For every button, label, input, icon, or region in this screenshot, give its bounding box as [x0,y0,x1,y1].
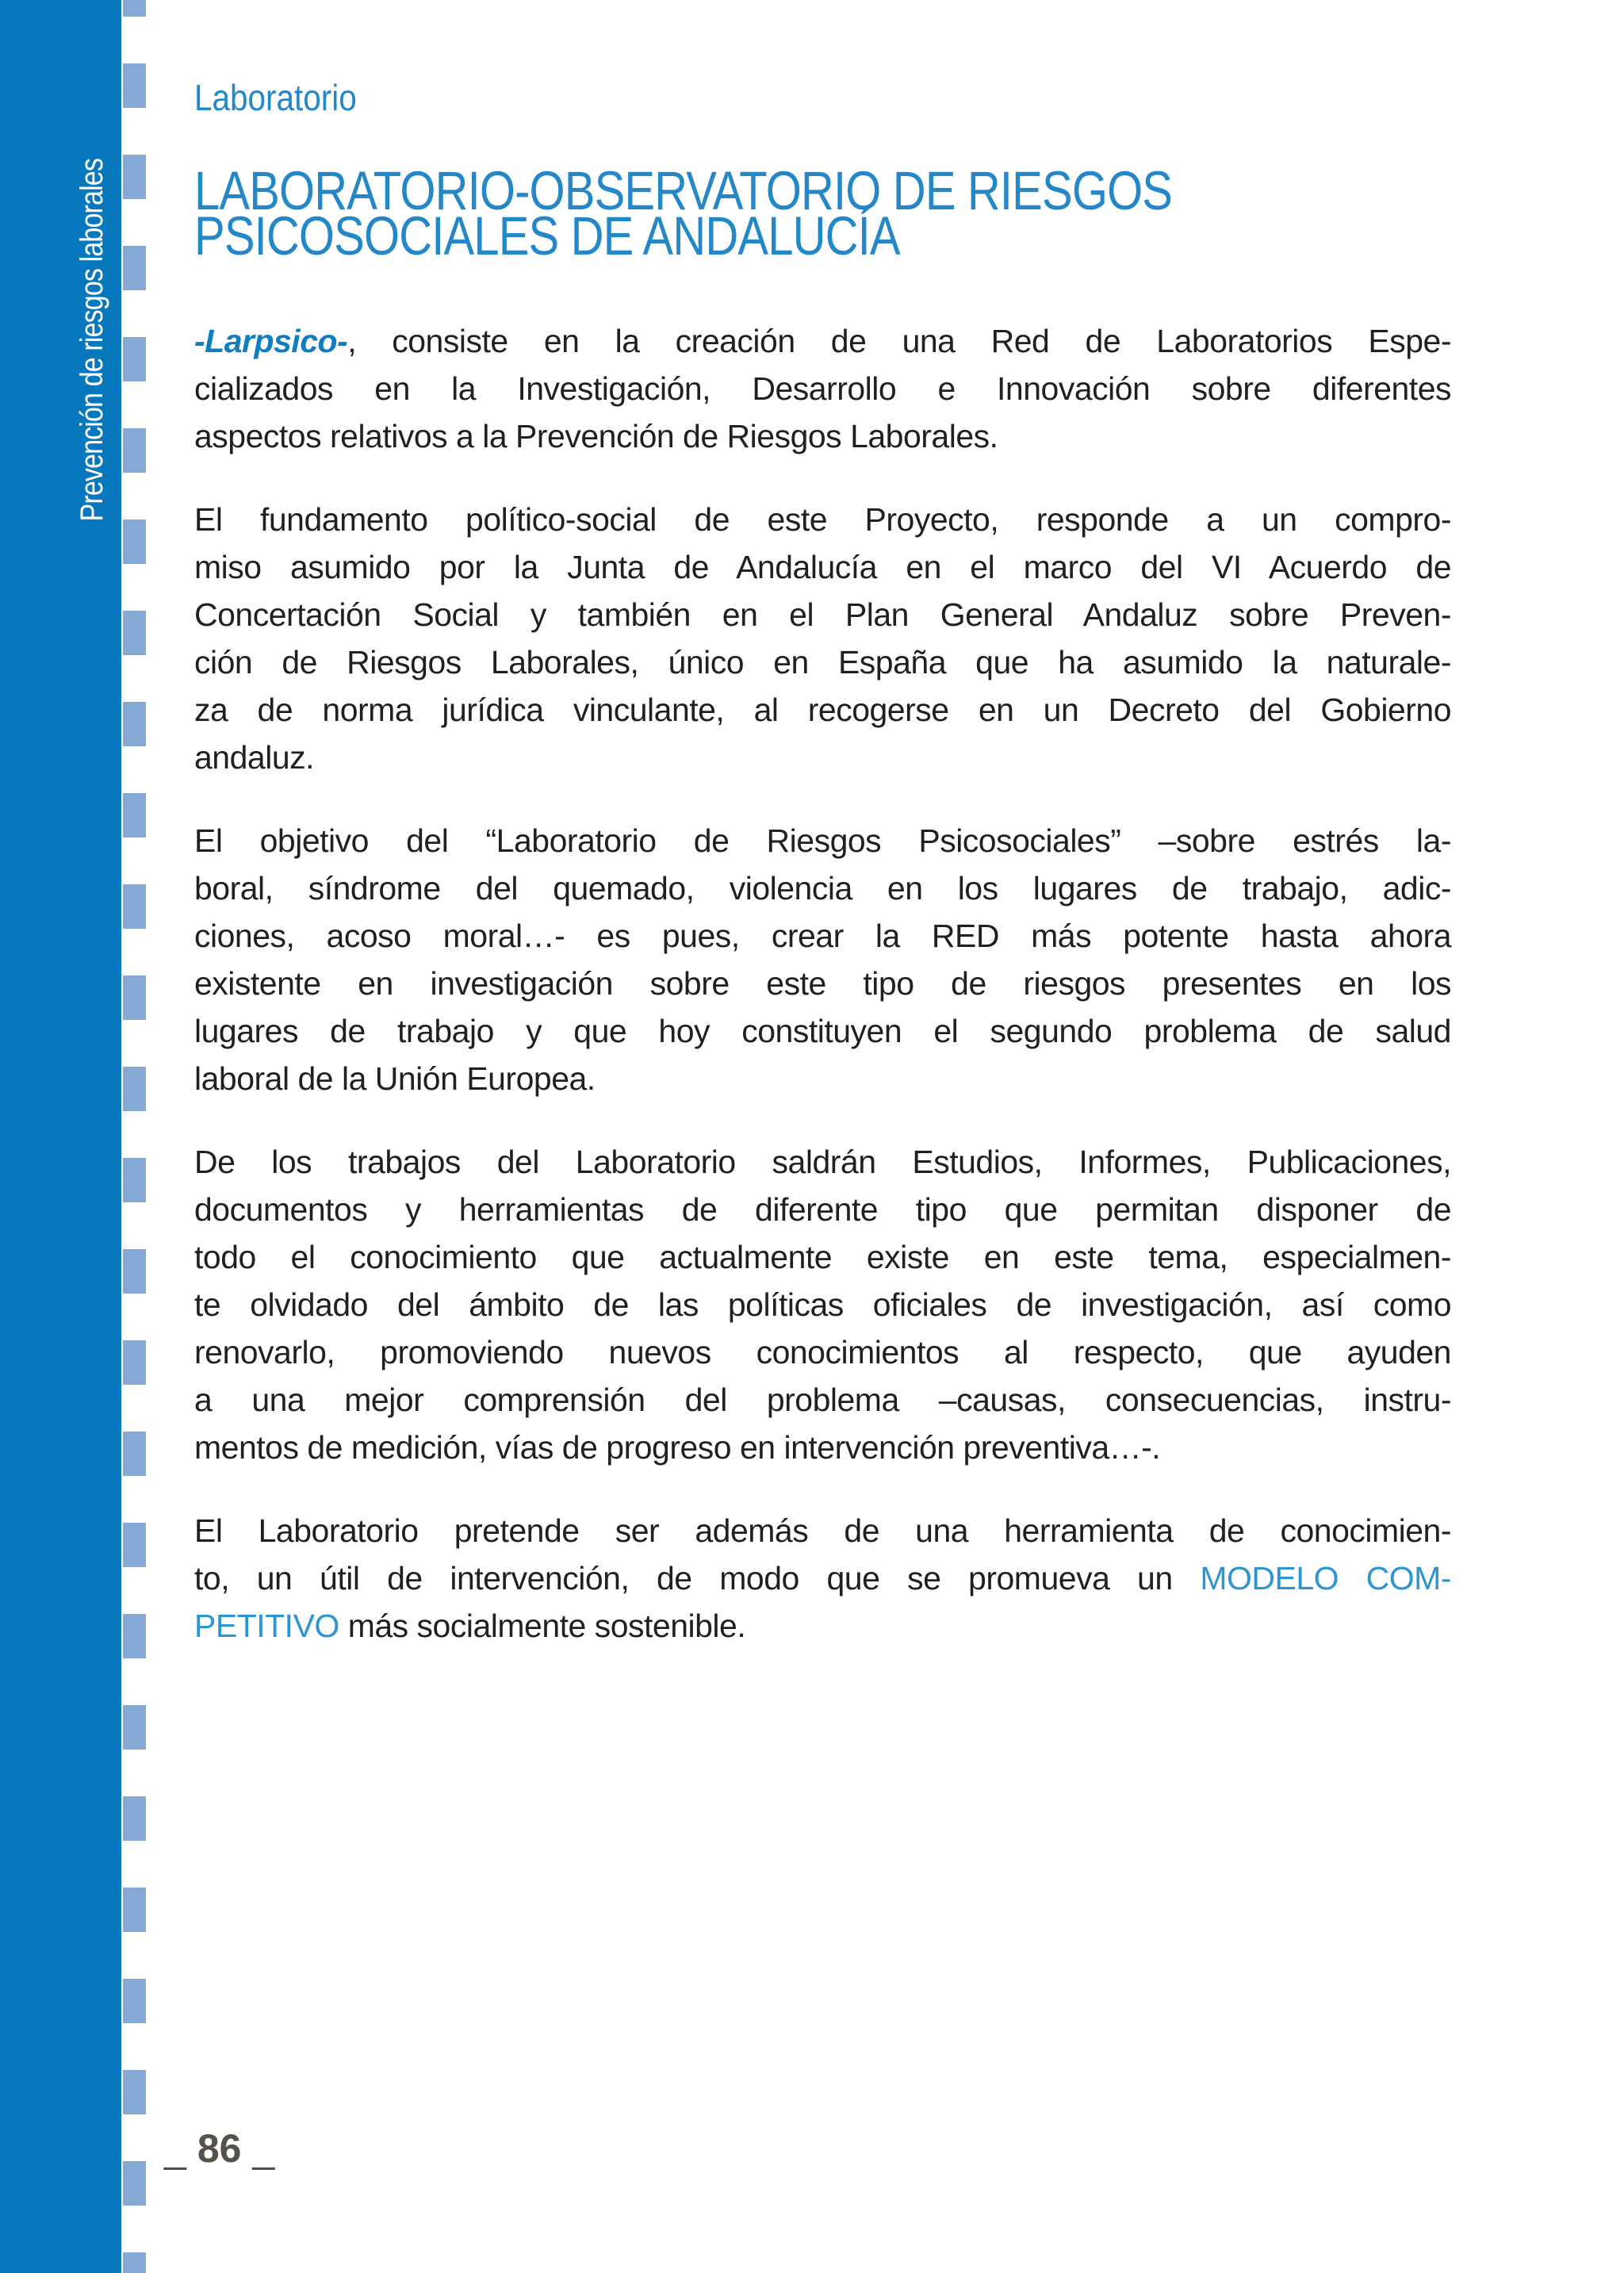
paragraph-line [194,317,1451,365]
paragraph-line [194,1554,1451,1602]
text-segment: ción de Riesgos Laborales, único en España que ha asumido la naturale- [194,644,1451,680]
page-number [164,2125,274,2171]
page-title-line1: LABORATORIO-OBSERVATORIO DE RIESGOS [194,160,1173,221]
paragraph-line [194,1233,1451,1281]
page-number-underscore-right: _ [252,2126,275,2171]
body-paragraphs [194,317,1451,1685]
text-segment-accent: MODELO COM- [1200,1560,1451,1596]
text-segment: más socialmente sostenible. [339,1608,746,1644]
text-segment: miso asumido por la Junta de Andalucía en el marco del VI Acuerdo de [194,549,1451,585]
sidebar-squares-pattern [123,0,146,2273]
section-header: Laboratorio [194,77,357,118]
page-number-underscore-left: _ [164,2126,186,2171]
text-segment-accent: PETITIVO [194,1608,339,1644]
text-segment: ciones, acoso moral…- es pues, crear la RED más potente hasta ahora [194,918,1451,954]
text-segment: cializados en la Investigación, Desarrollo e Innovación sobre diferentes [194,370,1451,407]
paragraph-line [194,686,1451,734]
paragraph-line [194,496,1451,543]
text-segment: andaluz. [194,739,315,776]
text-segment: existente en investigación sobre este tipo de riesgos presentes en los [194,965,1451,1002]
paragraph [194,496,1451,781]
paragraph-line [194,1602,1451,1650]
paragraph-line [194,365,1451,412]
text-segment: lugares de trabajo y que hoy constituyen el segundo problema de salud [194,1013,1451,1049]
text-segment: todo el conocimiento que actualmente existe en este tema, especialmen- [194,1239,1451,1275]
text-segment: , consiste en la creación de una Red de Laboratorios Espe- [347,323,1451,359]
paragraph-line [194,543,1451,591]
page-title [194,160,1173,266]
paragraph-line [194,1055,1451,1102]
paragraph [194,317,1451,460]
paragraph-line [194,817,1451,864]
paragraph-line [194,1138,1451,1186]
paragraph-line [194,1507,1451,1554]
paragraph-line [194,734,1451,781]
text-segment: boral, síndrome del quemado, violencia en los lugares de trabajo, adic- [194,870,1451,907]
paragraph-line [194,1328,1451,1376]
paragraph-line [194,1376,1451,1424]
paragraph-line [194,638,1451,686]
text-segment: a una mejor comprensión del problema –causas, consecuencias, instru- [194,1382,1451,1418]
paragraph [194,1138,1451,1471]
text-segment: te olvidado del ámbito de las políticas oficiales de investigación, así como [194,1286,1451,1323]
paragraph-line [194,912,1451,960]
text-segment: mentos de medición, vías de progreso en intervención preventiva…-. [194,1429,1161,1466]
text-segment: laboral de la Unión Europea. [194,1060,596,1097]
paragraph-line [194,864,1451,912]
text-segment: za de norma jurídica vinculante, al recogerse en un Decreto del Gobierno [194,692,1451,728]
sidebar-vertical-label: Prevención de riesgos laborales [75,158,109,522]
paragraph-line [194,1007,1451,1055]
text-segment: to, un útil de intervención, de modo que se promueva un [194,1560,1201,1596]
text-segment: aspectos relativos a la Prevención de Riesgos Laborales. [194,418,998,454]
text-segment-larpsico: -Larpsico- [194,323,348,359]
paragraph-line [194,1281,1451,1328]
paragraph [194,1507,1451,1650]
page-number-value: 86 [197,2126,242,2171]
paragraph-line [194,1186,1451,1233]
text-segment: De los trabajos del Laboratorio saldrán Estudios, Informes, Publicaciones, [194,1144,1451,1180]
text-segment: El Laboratorio pretende ser además de una herramienta de conocimien- [194,1512,1451,1549]
paragraph [194,817,1451,1102]
text-segment: El fundamento político-social de este Proyecto, responde a un compro- [194,501,1451,538]
text-segment: El objetivo del “Laboratorio de Riesgos Psicosociales” –sobre estrés la- [194,822,1451,859]
text-segment: renovarlo, promoviendo nuevos conocimientos al respecto, que ayuden [194,1334,1451,1370]
page-title-line2: PSICOSOCIALES DE ANDALUCÍA [194,205,900,266]
paragraph-line [194,591,1451,638]
paragraph-line [194,1424,1451,1471]
paragraph-line [194,412,1451,460]
text-segment: documentos y herramientas de diferente tipo que permitan disponer de [194,1191,1451,1228]
text-segment: Concertación Social y también en el Plan General Andaluz sobre Preven- [194,596,1451,633]
paragraph-line [194,960,1451,1007]
